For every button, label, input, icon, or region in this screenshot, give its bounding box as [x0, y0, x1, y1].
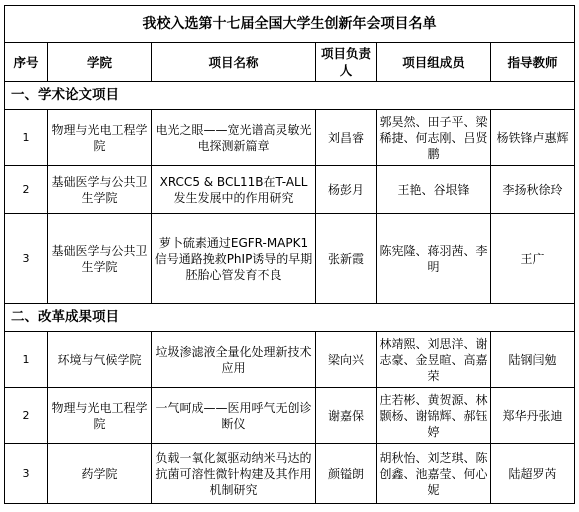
row-leader: 张新霞	[316, 214, 377, 304]
row-leader: 杨彭月	[316, 166, 377, 214]
table-title: 我校入选第十七届全国大学生创新年会项目名单	[5, 6, 575, 43]
row-advisor: 王广	[491, 214, 575, 304]
section-title: 一、学术论文项目	[5, 82, 575, 110]
row-no: 3	[5, 214, 48, 304]
row-no: 2	[5, 166, 48, 214]
header-advisor: 指导教师	[491, 43, 575, 82]
row-members: 陈宪隆、蒋羽茜、李明	[377, 214, 491, 304]
section-row	[5, 304, 575, 332]
row-college: 基础医学与公共卫生学院	[48, 214, 152, 304]
table-row	[5, 110, 575, 166]
row-leader: 刘昌睿	[316, 110, 377, 166]
header-members: 项目组成员	[377, 43, 491, 82]
row-members: 郭昊然、田子平、梁稀捷、何志刚、吕贤鹏	[377, 110, 491, 166]
row-advisor: 杨铁锋卢惠辉	[491, 110, 575, 166]
row-members: 林靖熙、刘思洋、谢志豪、金昱暄、高嘉荣	[377, 332, 491, 388]
row-advisor: 陆钢闫勉	[491, 332, 575, 388]
row-members: 胡秋怡、刘芝琪、陈创鑫、池嘉莹、何心妮	[377, 444, 491, 504]
table-row	[5, 332, 575, 388]
table-row	[5, 388, 575, 444]
row-college: 物理与光电工程学院	[48, 110, 152, 166]
row-college: 环境与气候学院	[48, 332, 152, 388]
row-advisor: 陆超罗芮	[491, 444, 575, 504]
row-no: 1	[5, 110, 48, 166]
row-leader: 颜镒朗	[316, 444, 377, 504]
header-leader: 项目负责人	[316, 43, 377, 82]
project-list-table	[4, 5, 575, 504]
table-row	[5, 214, 575, 304]
header-college: 学院	[48, 43, 152, 82]
row-leader: 梁向兴	[316, 332, 377, 388]
row-project: XRCC5 & BCL11B在T-ALL发生发展中的作用研究	[152, 166, 316, 214]
section-title: 二、改革成果项目	[5, 304, 575, 332]
row-advisor: 李扬秋徐玲	[491, 166, 575, 214]
row-no: 1	[5, 332, 48, 388]
section-row	[5, 82, 575, 110]
table-row	[5, 444, 575, 504]
row-college: 基础医学与公共卫生学院	[48, 166, 152, 214]
row-project: 电光之眼——宽光谱高灵敏光电探测新篇章	[152, 110, 316, 166]
row-members: 王艳、谷垠锋	[377, 166, 491, 214]
header-project: 项目名称	[152, 43, 316, 82]
row-project: 垃圾渗滤液全量化处理新技术应用	[152, 332, 316, 388]
row-no: 2	[5, 388, 48, 444]
table-row	[5, 166, 575, 214]
header-row	[5, 43, 575, 82]
row-project: 萝卜硫素通过EGFR-MAPK1信号通路挽救PhIP诱导的早期胚胎心管发育不良	[152, 214, 316, 304]
row-project: 负载一氧化氮驱动纳米马达的抗菌可溶性微针构建及其作用机制研究	[152, 444, 316, 504]
row-college: 药学院	[48, 444, 152, 504]
row-members: 庄若彬、黄贺源、林颢杨、谢锦辉、郝钰婷	[377, 388, 491, 444]
row-no: 3	[5, 444, 48, 504]
row-project: 一气呵成——医用呼气无创诊断仪	[152, 388, 316, 444]
header-no: 序号	[5, 43, 48, 82]
row-college: 物理与光电工程学院	[48, 388, 152, 444]
row-leader: 谢嘉保	[316, 388, 377, 444]
row-advisor: 郑华丹张迪	[491, 388, 575, 444]
